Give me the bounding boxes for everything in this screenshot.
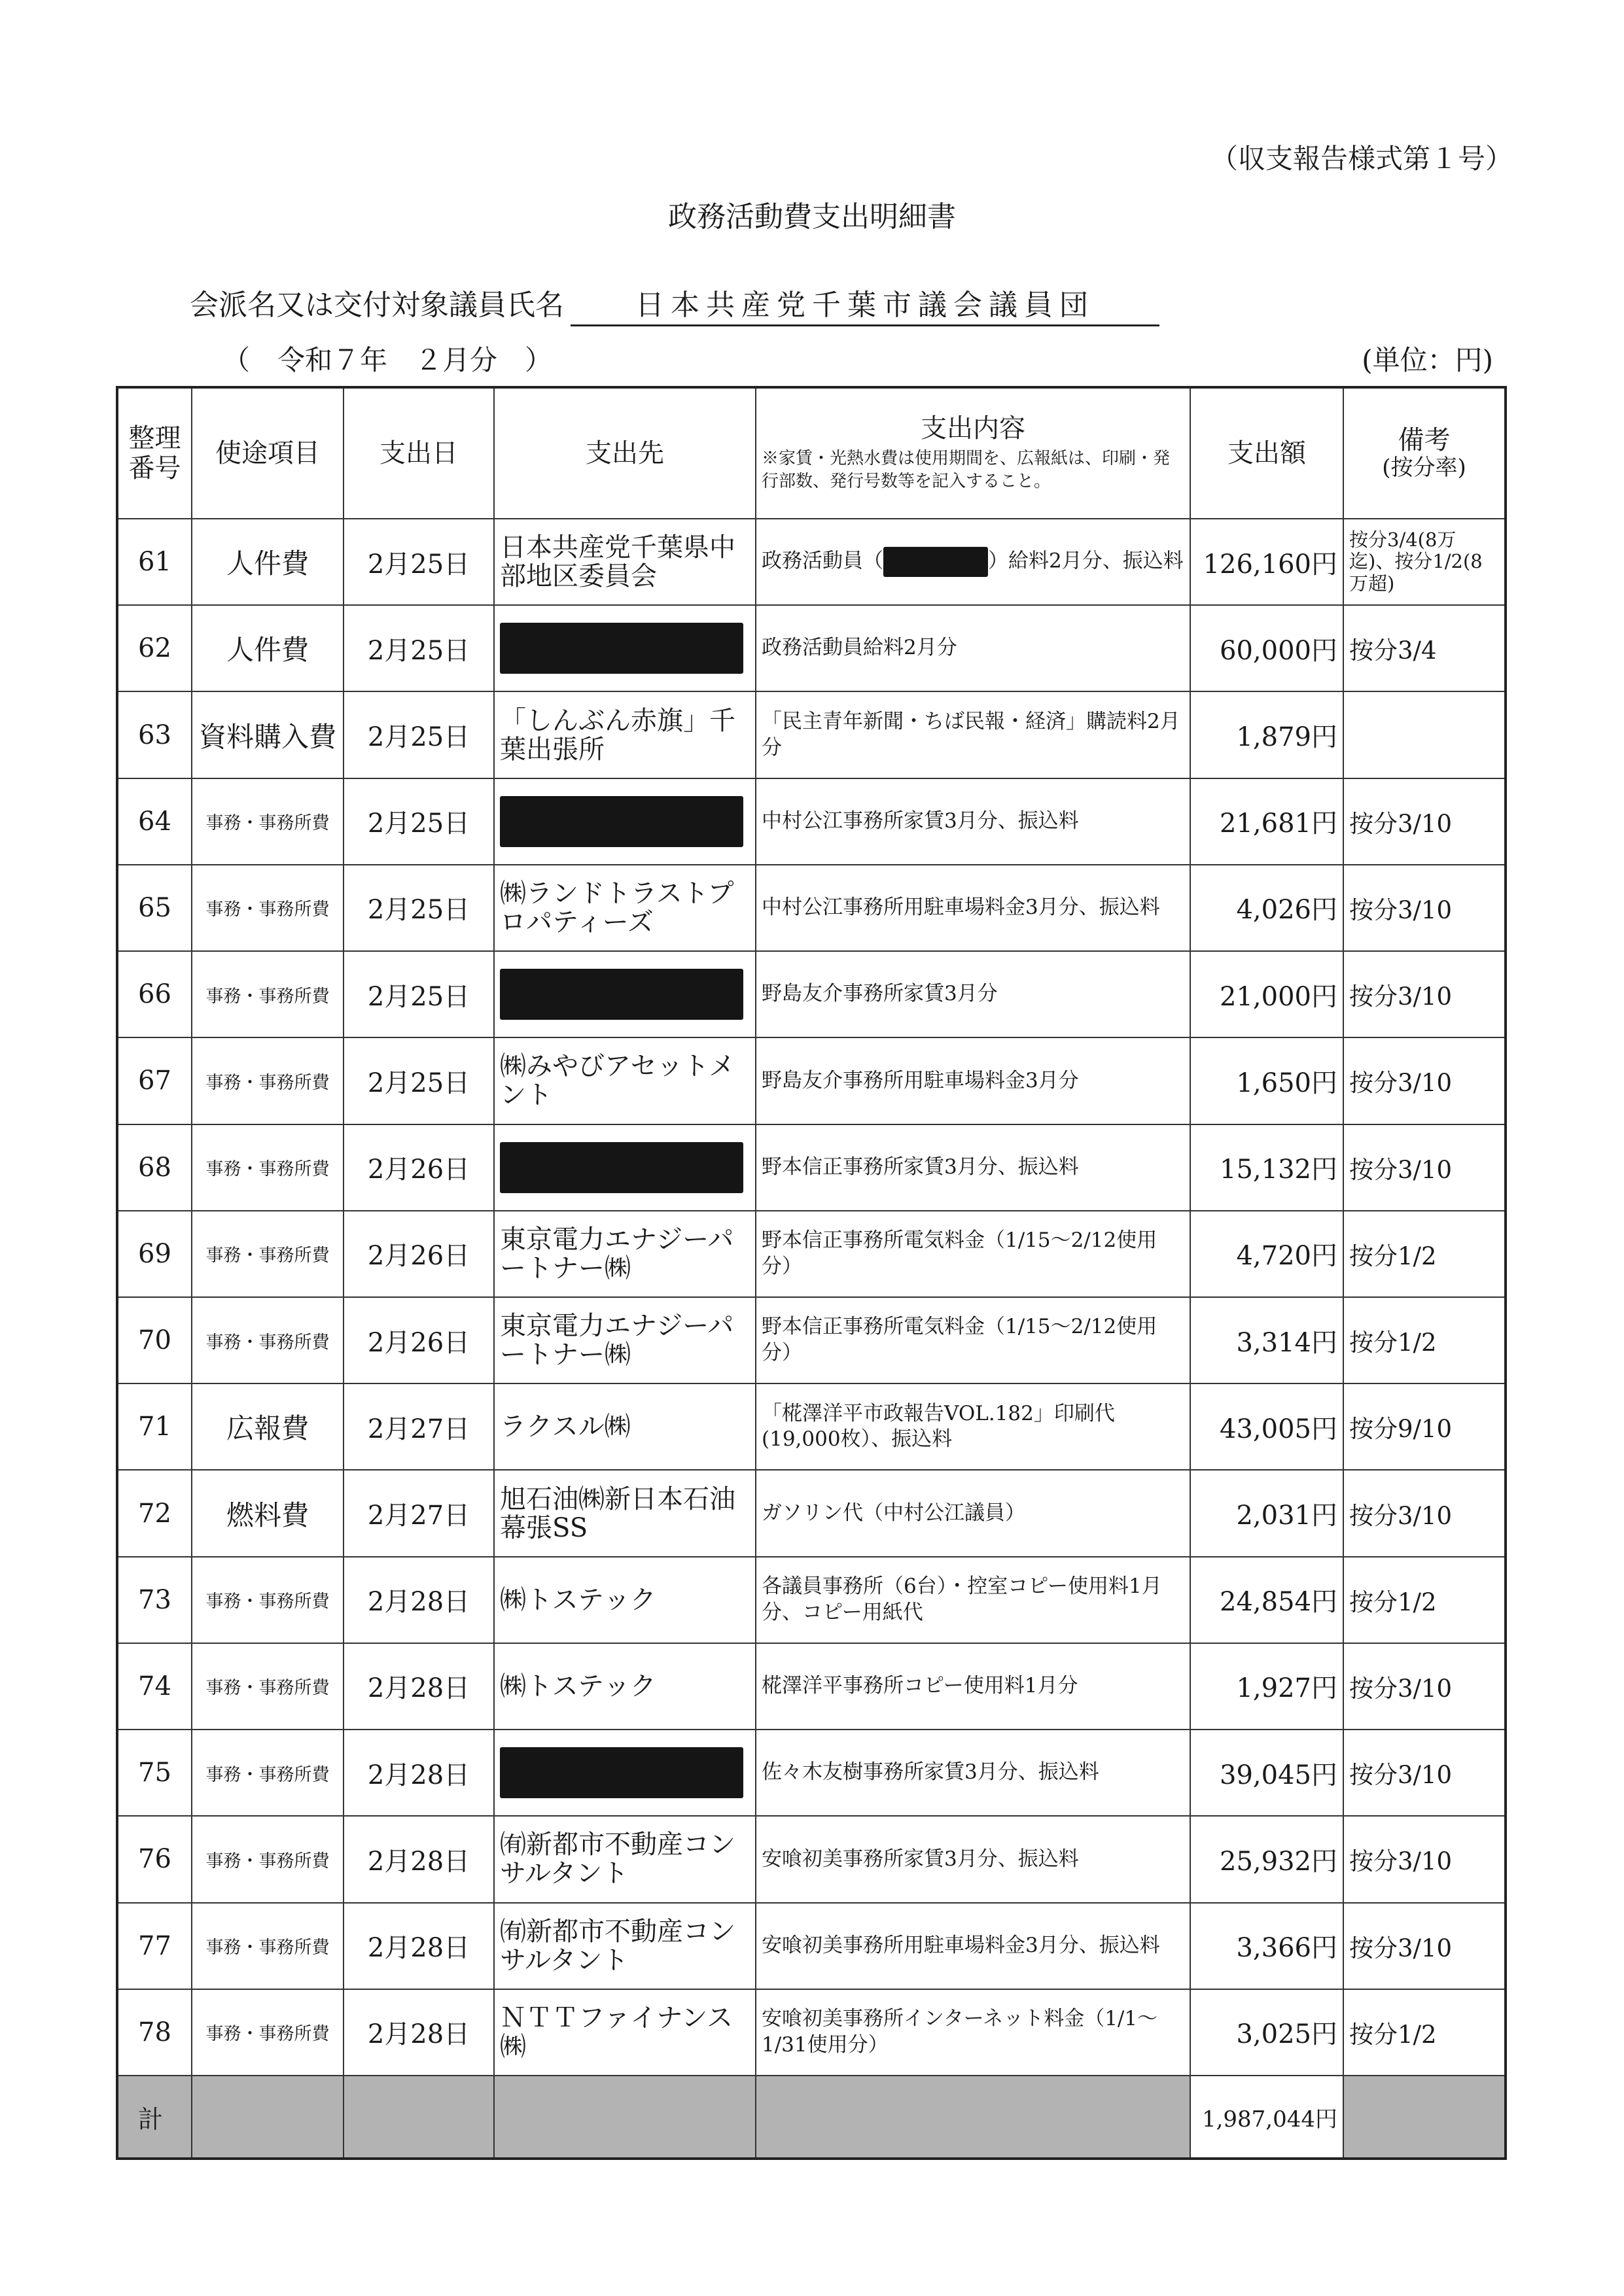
table-row	[117, 1557, 1506, 1643]
row-number: 69	[117, 1211, 192, 1297]
row-payee	[494, 951, 756, 1037]
row-category: 事務・事務所費	[192, 1816, 344, 1902]
table-row	[117, 1816, 1506, 1902]
row-category: 燃料費	[192, 1470, 344, 1556]
row-description-pre: 政務活動員（	[762, 549, 883, 573]
row-category: 人件費	[192, 605, 344, 691]
row-payee	[494, 605, 756, 691]
row-memo: 按分3/10	[1343, 1816, 1506, 1902]
table-row	[117, 1903, 1506, 1989]
group-row	[190, 281, 1159, 326]
row-date: 2月28日	[344, 1989, 494, 2076]
row-memo: 按分1/2	[1343, 1989, 1506, 2076]
row-category: 広報費	[192, 1383, 344, 1470]
row-description: 野本信正事務所電気料金（1/15～2/12使用分）	[756, 1211, 1190, 1297]
row-amount: 25,932円	[1190, 1816, 1343, 1902]
row-category: 事務・事務所費	[192, 1989, 344, 2076]
row-description: 佐々木友樹事務所家賃3月分、振込料	[756, 1730, 1190, 1816]
redaction-bar	[500, 623, 743, 674]
row-memo: 按分1/2	[1343, 1297, 1506, 1383]
row-description: 各議員事務所（6台）・控室コピー使用料1月分、コピー用紙代	[756, 1557, 1190, 1643]
row-date: 2月25日	[344, 605, 494, 691]
table-row	[117, 1124, 1506, 1211]
group-name: 日本共産党千葉市議会議員団	[571, 281, 1159, 326]
row-number: 77	[117, 1903, 192, 1989]
row-date: 2月26日	[344, 1124, 494, 1211]
row-number: 61	[117, 519, 192, 605]
table-row	[117, 691, 1506, 778]
table-row	[117, 778, 1506, 865]
unit-label: (単位：円)	[1362, 344, 1493, 376]
row-amount: 43,005円	[1190, 1383, 1343, 1470]
row-amount: 3,366円	[1190, 1903, 1343, 1989]
row-memo: 按分3/10	[1343, 778, 1506, 865]
redaction-bar	[500, 1142, 743, 1193]
row-payee	[494, 1124, 756, 1211]
row-description-post: ）給料2月分、振込料	[988, 549, 1184, 573]
row-payee: 「しんぶん赤旗」千葉出張所	[494, 691, 756, 778]
table-row	[117, 1989, 1506, 2076]
redaction-bar	[500, 1747, 743, 1798]
row-number: 74	[117, 1643, 192, 1730]
row-memo: 按分3/10	[1343, 1643, 1506, 1730]
row-memo: 按分9/10	[1343, 1383, 1506, 1470]
row-number: 64	[117, 778, 192, 865]
row-amount: 1,650円	[1190, 1037, 1343, 1124]
row-number: 65	[117, 865, 192, 951]
total-amount: 1,987,044円	[1190, 2076, 1343, 2159]
page-title: 政務活動費支出明細書	[668, 200, 956, 234]
row-description: 「椛澤洋平市政報告VOL.182」印刷代(19,000枚）、振込料	[756, 1383, 1190, 1470]
row-date: 2月26日	[344, 1211, 494, 1297]
header-category: 使途項目	[192, 387, 344, 519]
row-category: 事務・事務所費	[192, 1124, 344, 1211]
table-row	[117, 1037, 1506, 1124]
redaction-bar	[883, 547, 988, 577]
row-date: 2月27日	[344, 1470, 494, 1556]
table-row	[117, 1297, 1506, 1383]
row-date: 2月25日	[344, 951, 494, 1037]
total-label: 計	[117, 2076, 192, 2159]
row-number: 67	[117, 1037, 192, 1124]
table-row	[117, 951, 1506, 1037]
row-amount: 1,879円	[1190, 691, 1343, 778]
row-date: 2月25日	[344, 691, 494, 778]
row-amount: 60,000円	[1190, 605, 1343, 691]
row-category: 資料購入費	[192, 691, 344, 778]
period: （ 令和７年 ２月分 ）	[222, 344, 553, 376]
row-amount: 39,045円	[1190, 1730, 1343, 1816]
row-date: 2月25日	[344, 519, 494, 605]
total-row	[117, 2076, 1506, 2159]
row-memo: 按分3/4	[1343, 605, 1506, 691]
header-amount: 支出額	[1190, 387, 1343, 519]
table-row	[117, 1730, 1506, 1816]
row-amount: 126,160円	[1190, 519, 1343, 605]
row-amount: 15,132円	[1190, 1124, 1343, 1211]
row-payee: 東京電力エナジーパートナー㈱	[494, 1211, 756, 1297]
row-description: 野本信正事務所電気料金（1/15～2/12使用分）	[756, 1297, 1190, 1383]
table-row	[117, 865, 1506, 951]
row-payee: 旭石油㈱新日本石油幕張SS	[494, 1470, 756, 1556]
total-empty-cell	[756, 2076, 1190, 2159]
row-memo: 按分3/4(8万迄)、按分1/2(8万超)	[1343, 519, 1506, 605]
row-date: 2月28日	[344, 1730, 494, 1816]
row-description: 椛澤洋平事務所コピー使用料1月分	[756, 1643, 1190, 1730]
table-row	[117, 1383, 1506, 1470]
row-memo: 按分3/10	[1343, 951, 1506, 1037]
header-no: 整理番号	[117, 387, 192, 519]
row-number: 70	[117, 1297, 192, 1383]
row-description: 野本信正事務所家賃3月分、振込料	[756, 1124, 1190, 1211]
row-payee: ＮＴＴファイナンス㈱	[494, 1989, 756, 2076]
redaction-bar	[500, 796, 743, 847]
table-row	[117, 1643, 1506, 1730]
header-content-note: ※家賃・光熱水費は使用期間を、広報紙は、印刷・発行部数、発行号数等を記入すること。	[762, 448, 1171, 491]
total-empty-cell	[344, 2076, 494, 2159]
row-description: 野島友介事務所用駐車場料金3月分	[756, 1037, 1190, 1124]
row-amount: 21,681円	[1190, 778, 1343, 865]
row-description	[756, 519, 1190, 605]
row-payee	[494, 778, 756, 865]
row-amount: 2,031円	[1190, 1470, 1343, 1556]
row-payee: 東京電力エナジーパートナー㈱	[494, 1297, 756, 1383]
row-date: 2月26日	[344, 1297, 494, 1383]
header-memo-label: 備考	[1398, 425, 1451, 456]
row-category: 事務・事務所費	[192, 778, 344, 865]
row-memo: 按分3/10	[1343, 865, 1506, 951]
total-empty-cell	[1343, 2076, 1506, 2159]
row-description: 「民主青年新聞・ちば民報・経済」購読料2月分	[756, 691, 1190, 778]
row-payee: ㈱みやびアセットメント	[494, 1037, 756, 1124]
row-date: 2月25日	[344, 865, 494, 951]
row-memo: 按分1/2	[1343, 1557, 1506, 1643]
row-category: 事務・事務所費	[192, 1211, 344, 1297]
row-memo: 按分3/10	[1343, 1037, 1506, 1124]
row-number: 63	[117, 691, 192, 778]
row-number: 75	[117, 1730, 192, 1816]
row-payee: ㈱ランドトラストプロパティーズ	[494, 865, 756, 951]
row-description: 安喰初美事務所用駐車場料金3月分、振込料	[756, 1903, 1190, 1989]
header-content	[756, 387, 1190, 519]
row-category: 事務・事務所費	[192, 1557, 344, 1643]
row-payee: ラクスル㈱	[494, 1383, 756, 1470]
row-amount: 4,026円	[1190, 865, 1343, 951]
row-category: 人件費	[192, 519, 344, 605]
redaction-bar	[500, 969, 743, 1020]
row-memo: 按分3/10	[1343, 1124, 1506, 1211]
row-amount: 3,314円	[1190, 1297, 1343, 1383]
row-payee: ㈲新都市不動産コンサルタント	[494, 1816, 756, 1902]
row-memo: 按分3/10	[1343, 1470, 1506, 1556]
row-date: 2月28日	[344, 1557, 494, 1643]
row-amount: 24,854円	[1190, 1557, 1343, 1643]
total-empty-cell	[494, 2076, 756, 2159]
row-memo: 按分3/10	[1343, 1903, 1506, 1989]
row-number: 62	[117, 605, 192, 691]
row-number: 66	[117, 951, 192, 1037]
total-empty-cell	[192, 2076, 344, 2159]
row-payee	[494, 1730, 756, 1816]
row-amount: 1,927円	[1190, 1643, 1343, 1730]
row-date: 2月25日	[344, 778, 494, 865]
row-description: 安喰初美事務所インターネット料金（1/1～1/31使用分）	[756, 1989, 1190, 2076]
header-payee: 支出先	[494, 387, 756, 519]
row-date: 2月28日	[344, 1903, 494, 1989]
row-payee: ㈱トステック	[494, 1557, 756, 1643]
row-number: 78	[117, 1989, 192, 2076]
row-category: 事務・事務所費	[192, 1903, 344, 1989]
row-description: 政務活動員給料2月分	[756, 605, 1190, 691]
table-row	[117, 519, 1506, 605]
header-memo-sub: (按分率)	[1382, 455, 1466, 481]
row-number: 71	[117, 1383, 192, 1470]
row-date: 2月28日	[344, 1643, 494, 1730]
row-description: 中村公江事務所用駐車場料金3月分、振込料	[756, 865, 1190, 951]
row-category: 事務・事務所費	[192, 865, 344, 951]
group-label: 会派名又は交付対象議員氏名	[190, 288, 564, 322]
row-date: 2月25日	[344, 1037, 494, 1124]
row-payee: ㈲新都市不動産コンサルタント	[494, 1903, 756, 1989]
header-date: 支出日	[344, 387, 494, 519]
row-date: 2月28日	[344, 1816, 494, 1902]
header-memo	[1343, 387, 1506, 519]
row-memo: 按分3/10	[1343, 1730, 1506, 1816]
row-amount: 3,025円	[1190, 1989, 1343, 2076]
table-row	[117, 1211, 1506, 1297]
expense-table	[116, 386, 1507, 2160]
row-number: 68	[117, 1124, 192, 1211]
row-description: 安喰初美事務所家賃3月分、振込料	[756, 1816, 1190, 1902]
row-amount: 21,000円	[1190, 951, 1343, 1037]
row-category: 事務・事務所費	[192, 1643, 344, 1730]
table-header-row	[117, 387, 1506, 519]
row-category: 事務・事務所費	[192, 1037, 344, 1124]
row-number: 73	[117, 1557, 192, 1643]
row-description: 中村公江事務所家賃3月分、振込料	[756, 778, 1190, 865]
header-content-label: 支出内容	[921, 413, 1025, 444]
table-row	[117, 1470, 1506, 1556]
row-description: 野島友介事務所家賃3月分	[756, 951, 1190, 1037]
row-category: 事務・事務所費	[192, 1730, 344, 1816]
table-row	[117, 605, 1506, 691]
row-description: ガソリン代（中村公江議員）	[756, 1470, 1190, 1556]
row-number: 76	[117, 1816, 192, 1902]
row-date: 2月27日	[344, 1383, 494, 1470]
form-number: （収支報告様式第１号）	[1210, 143, 1513, 175]
row-category: 事務・事務所費	[192, 1297, 344, 1383]
row-payee: 日本共産党千葉県中部地区委員会	[494, 519, 756, 605]
row-memo: 按分1/2	[1343, 1211, 1506, 1297]
row-number: 72	[117, 1470, 192, 1556]
row-memo	[1343, 691, 1506, 778]
row-payee: ㈱トステック	[494, 1643, 756, 1730]
row-amount: 4,720円	[1190, 1211, 1343, 1297]
row-category: 事務・事務所費	[192, 951, 344, 1037]
